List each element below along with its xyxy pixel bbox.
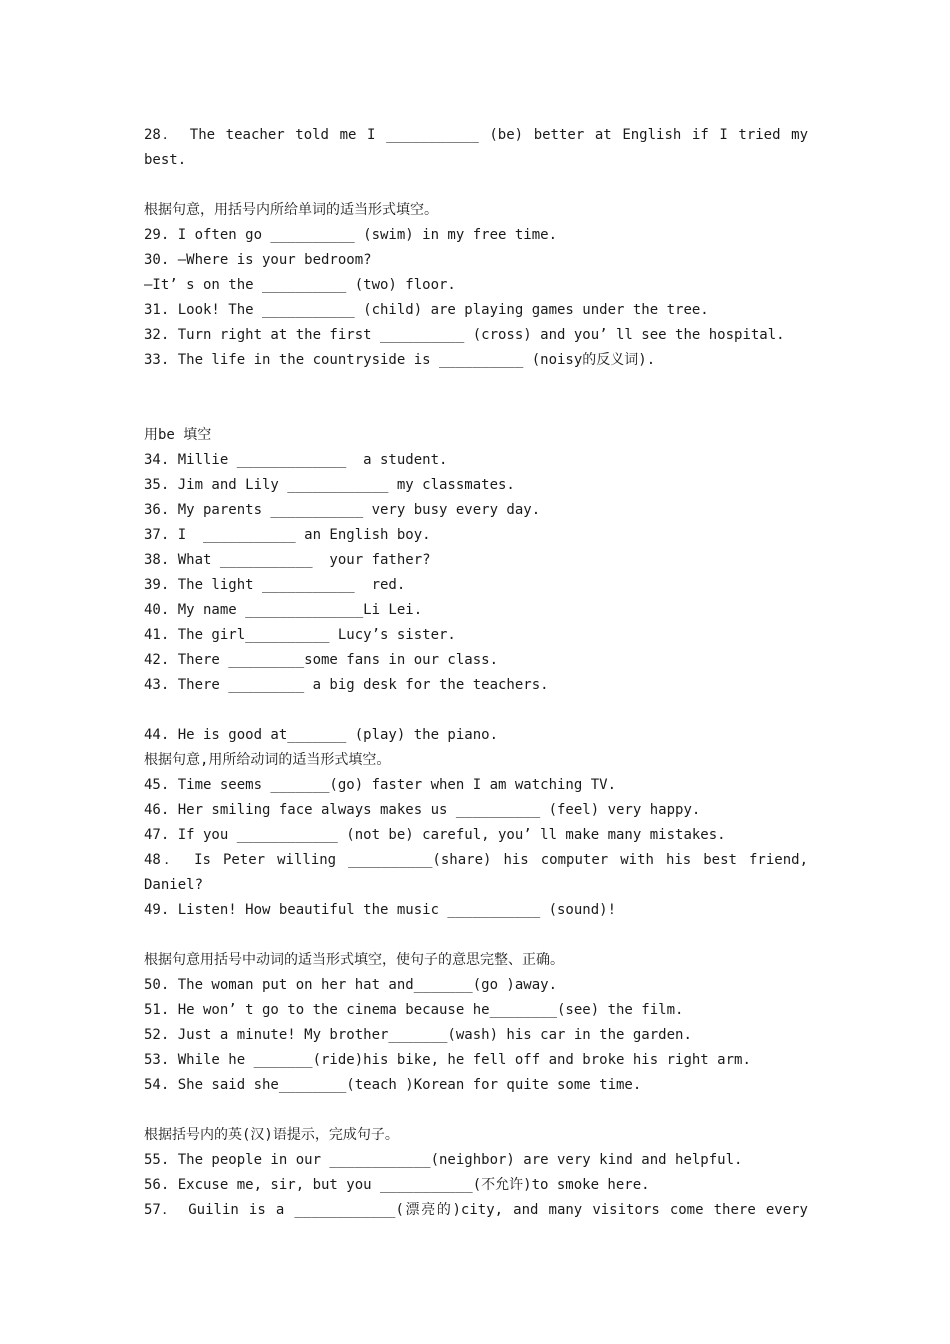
text-line: 41. The girl__________ Lucy’s sister. — [144, 627, 456, 643]
text-line: 32. Turn right at the first __________ (cross) and you’ ll see the hospital. — [144, 327, 785, 343]
text-line: 53. While he _______(ride)his bike, he fell off and broke his right arm. — [144, 1052, 751, 1068]
blank-line — [144, 373, 808, 398]
text-line: 40. My name ______________Li Lei. — [144, 602, 423, 618]
text-line: 31. Look! The ___________ (child) are playing games under the tree. — [144, 302, 709, 318]
text-line: 51. He won’ t go to the cinema because he________(see) the film. — [144, 1002, 684, 1018]
text-line: 43. There _________ a big desk for the teachers. — [144, 677, 549, 693]
text-line: 根据句意,用所给动词的适当形式填空。 — [144, 752, 391, 768]
text-line: 45. Time seems _______(go) faster when I am watching TV. — [144, 777, 617, 793]
text-line: 56. Excuse me, sir, but you ___________(不允许)to smoke here. — [144, 1177, 650, 1193]
text-line: 根据括号内的英(汉)语提示，完成句子。 — [144, 1127, 399, 1143]
text-line: 33. The life in the countryside is __________ (noisy的反义词). — [144, 352, 656, 368]
text-line: —It’ s on the __________ (two) floor. — [144, 277, 456, 293]
text-line: 52. Just a minute! My brother_______(wash) his car in the garden. — [144, 1027, 692, 1043]
text-line: 44. He is good at_______ (play) the piano. — [144, 727, 499, 743]
text-line: 29. I often go __________ (swim) in my free time. — [144, 227, 558, 243]
text-line: 34. Millie _____________ a student. — [144, 452, 448, 468]
text-line: 42. There _________some fans in our class. — [144, 652, 499, 668]
text-line: best. — [144, 152, 187, 168]
text-line: 47. If you ____________ (not be) careful, you’ ll make many mistakes. — [144, 827, 726, 843]
text-line: Daniel? — [144, 877, 204, 893]
text-line: 根据句意用括号中动词的适当形式填空，使句子的意思完整、正确。 — [144, 952, 564, 968]
text-line: 49. Listen! How beautiful the music ___________ (sound)! — [144, 902, 617, 918]
text-line: 根据句意，用括号内所给单词的适当形式填空。 — [144, 202, 438, 218]
blank-line — [144, 1098, 808, 1123]
text-line: 57． Guilin is a ____________(漂亮的)city, and many visitors come there every — [144, 1202, 808, 1218]
text-line: 39. The light ___________ red. — [144, 577, 406, 593]
text-line: 用be 填空 — [144, 427, 212, 443]
text-line: 35. Jim and Lily ____________ my classmates. — [144, 477, 515, 493]
text-line: 30. —Where is your bedroom? — [144, 252, 372, 268]
text-line: 36. My parents ___________ very busy every day. — [144, 502, 541, 518]
text-line: 48． Is Peter willing __________(share) his computer with his best friend, — [144, 852, 808, 868]
blank-line — [144, 173, 808, 198]
text-line: 37. I ___________ an English boy. — [144, 527, 431, 543]
worksheet-page — [144, 123, 808, 1223]
text-line: 28． The teacher told me I ___________ (be) better at English if I tried my — [144, 127, 808, 143]
text-line: 55. The people in our ____________(neighbor) are very kind and helpful. — [144, 1152, 743, 1168]
text-line: 46. Her smiling face always makes us __________ (feel) very happy. — [144, 802, 701, 818]
blank-line — [144, 698, 808, 723]
text-line: 54. She said she________(teach )Korean for quite some time. — [144, 1077, 642, 1093]
blank-line — [144, 398, 808, 423]
text-line: 38. What ___________ your father? — [144, 552, 431, 568]
blank-line — [144, 923, 808, 948]
text-line: 50. The woman put on her hat and_______(go )away. — [144, 977, 558, 993]
